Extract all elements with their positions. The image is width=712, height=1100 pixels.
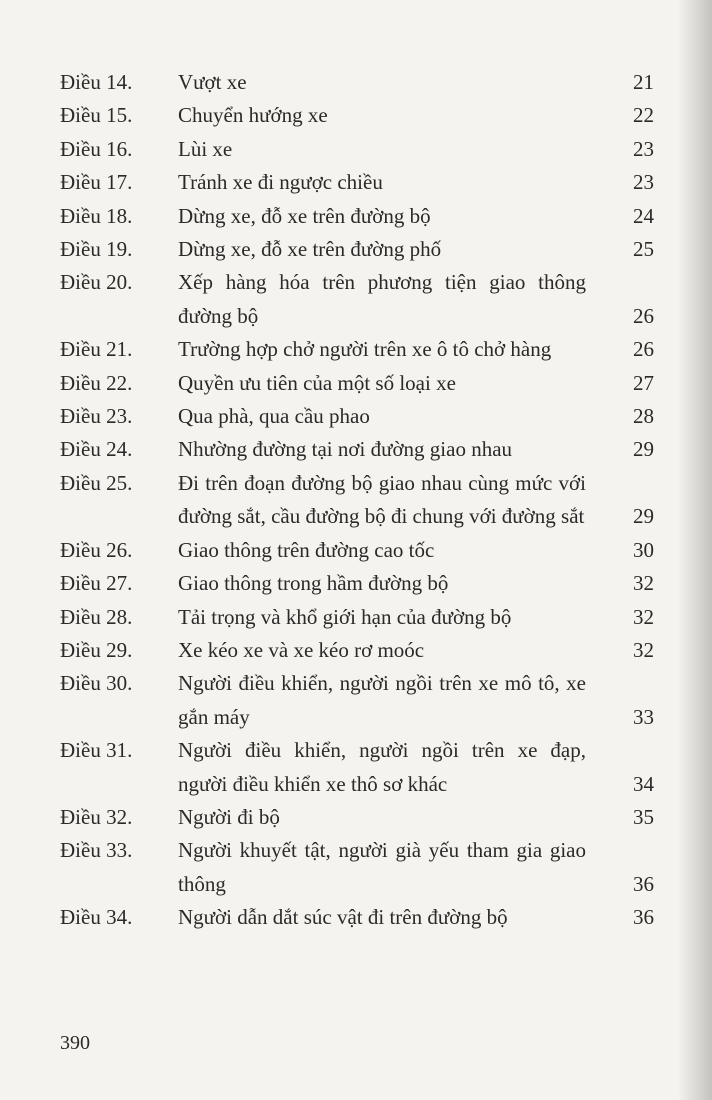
toc-entry	[60, 233, 654, 266]
entry-title: Người khuyết tật, người già yếu tham gia giao thông	[178, 838, 586, 896]
entry-title: Tránh xe đi ngược chiều	[178, 170, 383, 195]
toc-entry	[60, 734, 654, 801]
toc-entry	[60, 433, 654, 466]
entry-page: 23	[633, 136, 654, 161]
entry-label: Điều 27.	[60, 571, 133, 596]
toc-entry	[60, 801, 654, 834]
entry-title: Người dẫn dắt súc vật đi trên đường bộ	[178, 905, 508, 930]
entry-page: 34	[633, 771, 654, 796]
entry-label: Điều 33.	[60, 838, 133, 863]
toc-entry	[60, 834, 654, 901]
entry-label: Điều 31.	[60, 738, 133, 763]
entry-label: Điều 22.	[60, 370, 133, 395]
toc-entry	[60, 166, 654, 199]
page-number: 390	[60, 1032, 90, 1054]
toc-entry	[60, 901, 654, 934]
entry-title: Giao thông trên đường cao tốc	[178, 537, 435, 562]
entry-title: Giao thông trong hầm đường bộ	[178, 571, 449, 596]
toc-entry	[60, 367, 654, 400]
entry-label: Điều 19.	[60, 237, 133, 262]
entry-page: 27	[633, 370, 654, 395]
entry-page: 26	[633, 337, 654, 362]
toc-entry	[60, 99, 654, 132]
entry-title: Qua phà, qua cầu phao	[178, 404, 370, 429]
toc-entry	[60, 266, 654, 333]
entry-title: Lùi xe	[178, 136, 233, 161]
entry-title: Xếp hàng hóa trên phương tiện giao thông đường bộ	[178, 270, 586, 328]
entry-page: 28	[633, 404, 654, 429]
entry-label: Điều 21.	[60, 337, 133, 362]
entry-page: 29	[633, 437, 654, 462]
entry-label: Điều 14.	[60, 70, 133, 94]
toc-entry	[60, 200, 654, 233]
entry-title: Xe kéo xe và xe kéo rơ moóc	[178, 637, 425, 662]
entry-label: Điều 29.	[60, 637, 133, 662]
toc-entry	[60, 467, 654, 534]
entry-title: Người điều khiển, người ngồi trên xe đạp, người điều khiển xe thô sơ khác	[178, 738, 586, 796]
entry-label: Điều 34.	[60, 905, 133, 930]
toc-entry	[60, 133, 654, 166]
entry-title: Người đi bộ	[178, 804, 280, 829]
toc-entry	[60, 634, 654, 667]
entry-title: Chuyển hướng xe	[178, 103, 328, 128]
entry-page: 30	[633, 537, 654, 562]
entry-label: Điều 15.	[60, 103, 133, 128]
entry-label: Điều 30.	[60, 671, 133, 696]
entry-page: 23	[633, 170, 654, 195]
entry-title: Dừng xe, đỗ xe trên đường bộ	[178, 203, 431, 228]
entry-label: Điều 25.	[60, 470, 133, 495]
toc-entry	[60, 667, 654, 734]
entry-label: Điều 20.	[60, 270, 133, 295]
entry-page: 32	[633, 571, 654, 596]
entry-page: 29	[633, 504, 654, 529]
entry-label: Điều 32.	[60, 804, 133, 829]
entry-title: Vượt xe	[178, 70, 247, 94]
entry-page: 33	[633, 704, 654, 729]
entry-title: Quyền ưu tiên của một số loại xe	[178, 370, 456, 395]
entry-page: 21	[633, 70, 654, 94]
entry-label: Điều 18.	[60, 203, 133, 228]
entry-page: 32	[633, 604, 654, 629]
entry-title: Dừng xe, đỗ xe trên đường phố	[178, 237, 442, 262]
entry-title: Nhường đường tại nơi đường giao nhau	[178, 437, 513, 462]
entry-page: 25	[633, 237, 654, 262]
entry-title: Trường hợp chở người trên xe ô tô chở hàng	[178, 337, 552, 362]
entry-label: Điều 16.	[60, 136, 133, 161]
entry-page: 36	[633, 871, 654, 896]
table-of-contents	[60, 66, 654, 935]
entry-page: 35	[633, 804, 654, 829]
entry-label: Điều 23.	[60, 404, 133, 429]
toc-entry	[60, 601, 654, 634]
entry-page: 24	[633, 203, 654, 228]
entry-title: Người điều khiển, người ngồi trên xe mô tô, xe gắn máy	[178, 671, 586, 729]
toc-entry	[60, 534, 654, 567]
entry-page: 22	[633, 103, 654, 128]
toc-entry	[60, 567, 654, 600]
toc-entry	[60, 333, 654, 366]
entry-label: Điều 24.	[60, 437, 133, 462]
page-edge-shadow	[678, 0, 712, 1100]
entry-label: Điều 28.	[60, 604, 133, 629]
entry-label: Điều 17.	[60, 170, 133, 195]
entry-page: 32	[633, 637, 654, 662]
entry-title: Đi trên đoạn đường bộ giao nhau cùng mức với đường sắt, cầu đường bộ đi chung với đường sắt	[178, 470, 586, 529]
entry-page: 36	[633, 905, 654, 930]
toc-entry	[60, 400, 654, 433]
entry-label: Điều 26.	[60, 537, 133, 562]
entry-page: 26	[633, 303, 654, 328]
toc-entry	[60, 66, 654, 99]
entry-title: Tải trọng và khổ giới hạn của đường bộ	[178, 604, 512, 629]
